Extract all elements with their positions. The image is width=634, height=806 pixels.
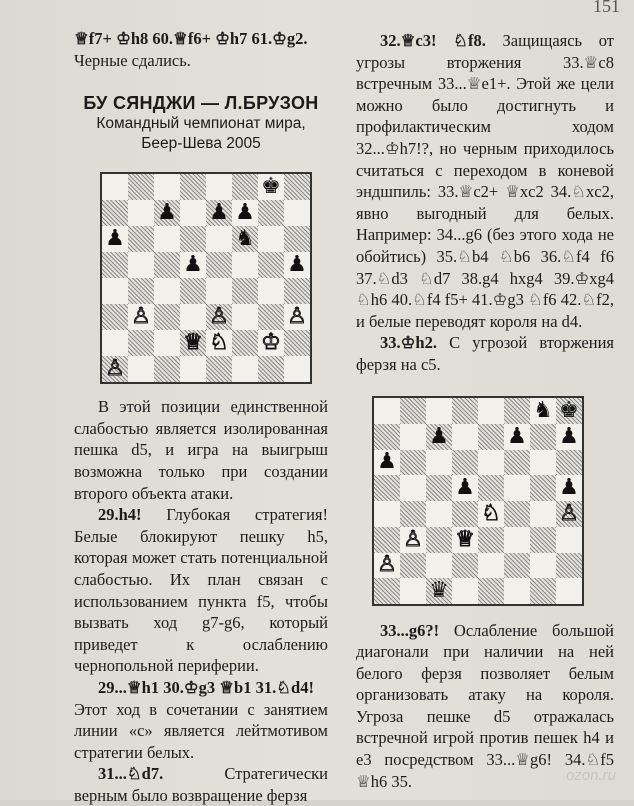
board-square [556, 501, 582, 527]
board-square [504, 578, 530, 604]
board-square [102, 174, 128, 200]
board-square [504, 398, 530, 424]
white-pawn-icon: ♙ [377, 552, 397, 578]
board-square [206, 174, 232, 200]
event-line-1: Командный чемпионат мира, [96, 115, 306, 133]
top-result: Черные сдались. [74, 50, 191, 70]
board-square [504, 450, 530, 476]
board-square [180, 226, 206, 252]
board-square [154, 252, 180, 278]
board-square [258, 356, 284, 382]
board-square [452, 527, 478, 553]
board-square [128, 174, 154, 200]
chess-diagram-1 [100, 172, 312, 384]
board-square [426, 475, 452, 501]
board-square [530, 578, 556, 604]
board-square [556, 578, 582, 604]
white-king-icon: ♔ [261, 330, 281, 355]
board-square [206, 330, 232, 356]
board-square [452, 450, 478, 476]
board-square [400, 501, 426, 527]
board-square [556, 424, 582, 450]
board-square [374, 578, 400, 604]
board-square [400, 450, 426, 476]
board-square [556, 527, 582, 553]
board-square [128, 252, 154, 278]
board-square [530, 398, 556, 424]
move-notation: 29.h4! [98, 505, 142, 525]
board-square [154, 200, 180, 226]
board-square [374, 475, 400, 501]
black-king-icon: ♚ [261, 174, 281, 199]
board-square [478, 450, 504, 476]
board-square [154, 278, 180, 304]
board-square [128, 200, 154, 226]
board-square [452, 578, 478, 604]
black-king-icon: ♚ [559, 397, 579, 423]
board-square [180, 304, 206, 330]
board-square [102, 278, 128, 304]
board-square [284, 174, 310, 200]
move-comment: Ослабление большой диагонали при наличии на ней белого ферзя позволяет белым организовать атаку на короля. Угроза пешке d5 отражалась встречной игрой против пешек h4 и e3 посредством 33...♕g6! 34.♘f5 ♕h6 35. [356, 620, 614, 791]
black-knight-icon: ♞ [235, 226, 255, 251]
watermark: ozon.ru [565, 767, 616, 784]
board-square [530, 501, 556, 527]
board-square [504, 527, 530, 553]
white-knight-icon: ♘ [481, 500, 501, 526]
move-comment: Защищаясь от угрозы вторжения 33.♕c8 встречным 33...♕e1+. Этой же цели можно было достигнуть и профилактическим ходом 32...♔h7!?, но черным приходилось считаться с переходом в коневой эндшпиль: 33.♕c2+ ♕xc2 34.♘xc2, явно выгодный для белых. Например: 34...g6 (без этого хода не обойтись) 35.♘b4 ♘b6 36.♘f4 f6 37.♘d3 ♘d7 38.g4 hxg4 39.♔xg4 ♘h6 40.♘f4 f5+ 41.♔g3 ♘f6 42.♘f2, и белые переводят короля на d4. [356, 31, 614, 331]
board-square [128, 226, 154, 252]
board-square [478, 527, 504, 553]
board-square [400, 424, 426, 450]
board-square [232, 174, 258, 200]
move-notation: 31...♘d7. [98, 764, 164, 784]
board-square [556, 398, 582, 424]
board-square [504, 501, 530, 527]
white-pawn-icon: ♙ [131, 304, 151, 329]
game-header: БУ СЯНДЖИ — Л.БРУЗОН [83, 93, 319, 114]
board-square [530, 475, 556, 501]
board-square [180, 200, 206, 226]
board-square [374, 424, 400, 450]
board-square [128, 356, 154, 382]
board-square [232, 356, 258, 382]
board-square [426, 450, 452, 476]
board-square [374, 398, 400, 424]
board-square [478, 501, 504, 527]
top-moves: ♕f7+ ♔h8 60.♕f6+ ♔h7 61.♔g2. [74, 29, 308, 48]
board-square [530, 450, 556, 476]
board-square [504, 475, 530, 501]
black-pawn-icon: ♟ [209, 200, 229, 225]
board-square [128, 278, 154, 304]
board-square [102, 304, 128, 330]
board-square [426, 527, 452, 553]
black-knight-icon: ♞ [533, 397, 553, 423]
board-square [556, 475, 582, 501]
board-square [374, 450, 400, 476]
board-square [232, 226, 258, 252]
move-29-h4 [74, 504, 328, 677]
board-square [284, 226, 310, 252]
black-pawn-icon: ♟ [183, 252, 203, 277]
board-square [154, 330, 180, 356]
board-square [180, 252, 206, 278]
board-square [258, 252, 284, 278]
board-square [180, 330, 206, 356]
board-square [400, 475, 426, 501]
board-square [102, 356, 128, 382]
left-column [74, 28, 328, 806]
white-pawn-icon: ♙ [209, 304, 229, 329]
white-pawn-icon: ♙ [403, 526, 423, 552]
black-pawn-icon: ♟ [235, 200, 255, 225]
move-31-comment: Этот ход в сочетании с занятием линии «c» является лейтмотивом стратегии белых. [74, 699, 328, 762]
black-pawn-icon: ♟ [455, 475, 475, 501]
chess-diagram-2 [372, 396, 584, 606]
board-square [258, 174, 284, 200]
board-square [478, 424, 504, 450]
board-square [478, 398, 504, 424]
board-square [284, 330, 310, 356]
board-square [232, 200, 258, 226]
board-square [530, 553, 556, 579]
board-square [374, 527, 400, 553]
board-square [556, 553, 582, 579]
board-square [258, 304, 284, 330]
board-square [180, 174, 206, 200]
board-square [232, 330, 258, 356]
board-square [102, 252, 128, 278]
board-square [284, 200, 310, 226]
board-square [374, 553, 400, 579]
board-square [400, 578, 426, 604]
board-square [232, 278, 258, 304]
board-square [154, 226, 180, 252]
board-square [232, 252, 258, 278]
board-square [102, 200, 128, 226]
black-pawn-icon: ♟ [105, 226, 125, 251]
board-square [426, 424, 452, 450]
board-square [206, 278, 232, 304]
black-pawn-icon: ♟ [287, 252, 307, 277]
board-square [206, 252, 232, 278]
event-line-2: Беер-Шева 2005 [141, 135, 261, 153]
board-square [426, 501, 452, 527]
black-queen-icon: ♛ [429, 578, 449, 604]
board-square [400, 398, 426, 424]
board-square [180, 278, 206, 304]
board-square [530, 424, 556, 450]
board-square [284, 252, 310, 278]
move-comment: Глубокая стратегия! Белые блокируют пешку h5, которая может стать потенциальной слабостью. Их план связан с использованием пункта f5, чтобы вызвать ход g7-g6, который приведет к ослаблению чернопольной периферии. [74, 505, 328, 676]
move-notation: 33...g6?! [380, 620, 440, 640]
board-square [206, 200, 232, 226]
board-square [206, 304, 232, 330]
board-square [284, 278, 310, 304]
board-square [478, 475, 504, 501]
board-square [478, 553, 504, 579]
board-square [258, 226, 284, 252]
board-square [504, 424, 530, 450]
board-square [426, 398, 452, 424]
white-pawn-icon: ♙ [559, 500, 579, 526]
move-33-kh2 [356, 332, 614, 375]
move-32-qc3 [356, 30, 614, 332]
black-pawn-icon: ♟ [157, 200, 177, 225]
board-square [128, 330, 154, 356]
white-queen-icon: ♕ [455, 526, 475, 552]
black-pawn-icon: ♟ [507, 423, 527, 449]
board-square [284, 304, 310, 330]
move-notation: 32.♕c3! ♘f8. [380, 31, 486, 50]
board-square [400, 527, 426, 553]
board-square [556, 450, 582, 476]
move-notation: 33.♔h2. [380, 333, 437, 353]
board-square [258, 278, 284, 304]
move-comment: С угрозой вторжения ферзя на c5. [356, 333, 614, 374]
board-square [426, 553, 452, 579]
board-square [206, 356, 232, 382]
board-square [258, 330, 284, 356]
board-square [206, 226, 232, 252]
white-pawn-icon: ♙ [105, 356, 125, 381]
white-knight-icon: ♘ [209, 330, 229, 355]
board-square [102, 226, 128, 252]
board-square [426, 578, 452, 604]
page-number: 151 [593, 0, 620, 16]
board-square [154, 304, 180, 330]
board-square [452, 475, 478, 501]
board-square [400, 553, 426, 579]
paragraph-1: В этой позиции единственной слабостью является изолированная пешка d5, и игра на выигрыш возможна только при создании второго объекта атаки. [74, 397, 328, 503]
move-comment: Стратегически верным было возвращение ферзя [74, 764, 328, 805]
board-square [452, 553, 478, 579]
black-pawn-icon: ♟ [559, 475, 579, 501]
board-square [530, 527, 556, 553]
board-square [154, 174, 180, 200]
white-queen-icon: ♕ [183, 330, 203, 355]
board-square [128, 304, 154, 330]
black-pawn-icon: ♟ [429, 423, 449, 449]
board-square [452, 398, 478, 424]
board-square [374, 501, 400, 527]
move-29-qh1: 29...♕h1 30.♔g3 ♕b1 31.♘d4! [98, 677, 314, 697]
black-pawn-icon: ♟ [559, 423, 579, 449]
board-square [102, 330, 128, 356]
board-square [452, 501, 478, 527]
board-square [154, 356, 180, 382]
board-square [284, 356, 310, 382]
board-square [504, 553, 530, 579]
board-square [452, 424, 478, 450]
black-pawn-icon: ♟ [377, 449, 397, 475]
board-square [258, 200, 284, 226]
board-square [180, 356, 206, 382]
board-square [232, 304, 258, 330]
white-pawn-icon: ♙ [287, 304, 307, 329]
board-square [478, 578, 504, 604]
